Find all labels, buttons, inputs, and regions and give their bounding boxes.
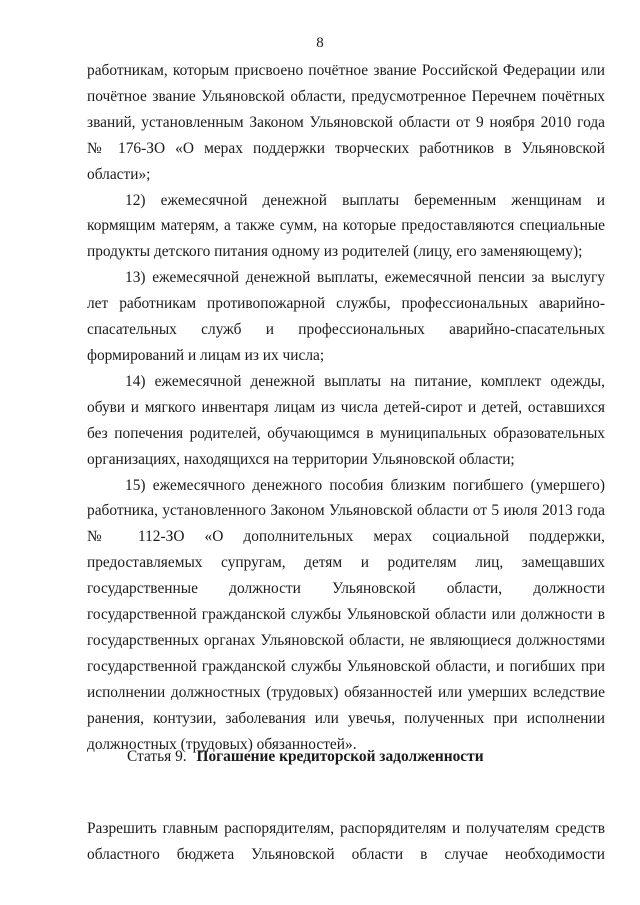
paragraph-continuation: работникам, которым присвоено почётное звание Российской Федерации или почётное звание Ульяновской области, предусмотренное Перечнем почётных званий, установленным Законом Ульяновской области от 9 ноября 2010 года № 176-ЗО «О мерах поддержки творческих работников в Ульяновской области»; [87,62,605,183]
article-title: Погашение кредиторской задолженности [196,748,484,765]
body-text [87,58,605,757]
paragraph-item-13: 13) ежемесячной денежной выплаты, ежемесячной пенсии за выслугу лет работникам противопожарной службы, профессиональных аварийно-спасательных служб и профессиональных аварийно-спасательных формирований и лицам из их числа; [87,269,605,364]
page-number: 8 [316,35,324,51]
paragraph-closing: Разрешить главным распорядителям, распорядителям и получателям средств областного бюджета Ульяновской области в случае необходимости [87,820,605,864]
article-label: Статья 9. [127,748,187,765]
paragraph-item-12: 12) ежемесячной денежной выплаты беременным женщинам и кормящим матерям, а также сумм, на которые предоставляются специальные продукты детского питания одному из родителей (лицу, его заменяющему); [87,191,605,261]
paragraph-item-14: 14) ежемесячной денежной выплаты на питание, комплект одежды, обуви и мягкого инвентаря лицам из числа детей-сирот и детей, оставшихся без попечения родителей, обучающимся в муниципальных образовательных организациях, находящихся на территории Ульяновской области; [87,372,605,468]
article-heading [127,744,607,770]
paragraph-item-15: 15) ежемесячного денежного пособия близким погибшего (умершего) работника, установленного Законом Ульяновской области от 5 июля 2013 года № 112-ЗО «О дополнительных мерах социальной поддержки, предоставляемых супругам, детям и родителям лиц, замещавших государственные должности Ульяновской области, должности государственной гражданской службы Ульяновской области или должности в государственных органах Ульяновской области, не являющиеся должностями государственной гражданской службы Ульяновской области, и погибших при исполнении должностных (трудовых) обязанностей или умерших вследствие ранения, контузии, заболевания или увечья, полученных при исполнении должностных (трудовых) обязанностей». [87,476,605,753]
